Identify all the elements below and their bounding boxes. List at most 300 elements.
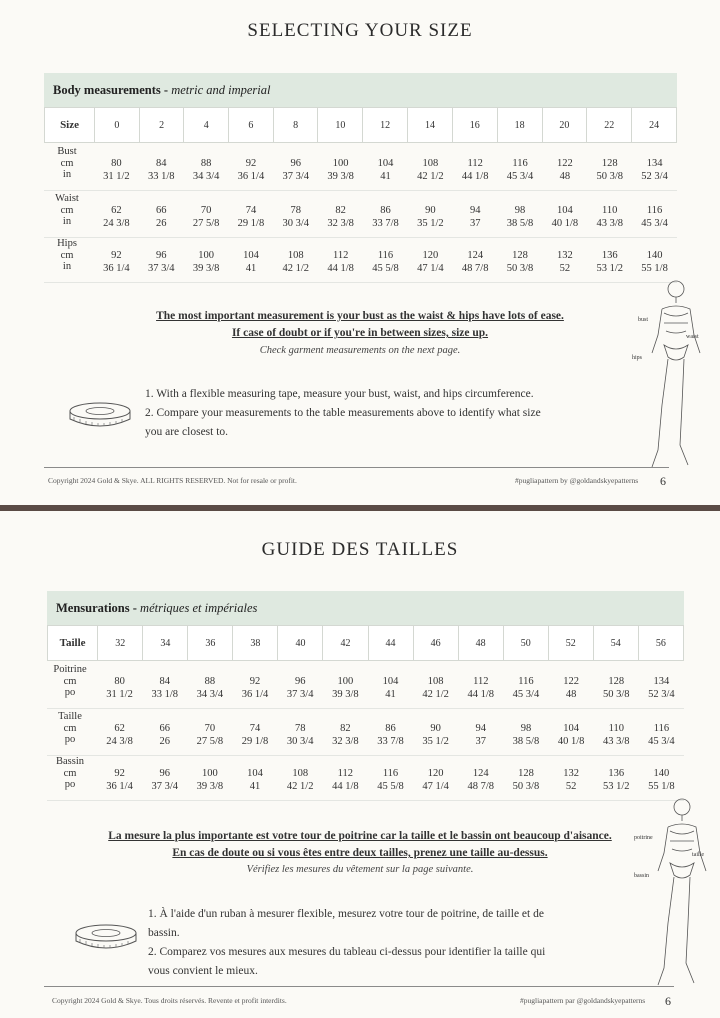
instructions [145,385,555,442]
cm-value: 104 [563,723,579,734]
row-label-cm-label: cm [63,722,77,734]
size-header-cell: 36 [188,626,233,661]
cm-value: 100 [198,250,214,261]
row-label-name: Bassin [55,756,84,767]
in-value: 42 1/2 [286,780,314,792]
measurement-cell [98,768,142,793]
fig-label-poitrine: poitrine [634,835,653,841]
size-header-cell: 14 [408,108,453,143]
step-2: 2. Compare your measurements to the table measurements above to identify what size you are closest to. [145,407,541,438]
in-value: 24 3/8 [106,735,133,747]
measurement-cell [229,205,273,230]
in-value: 33 7/8 [377,735,404,747]
in-value: 30 3/4 [282,217,310,229]
cm-value: 98 [514,205,526,216]
cm-value: 84 [159,676,170,687]
cm-value: 104 [247,768,263,779]
table-subtitle: metric and imperial [171,83,271,97]
page-french [0,511,720,1018]
cm-value: 90 [425,205,436,216]
cm-value: 88 [200,158,212,169]
measurement-cell [184,205,228,230]
size-label: Taille [48,626,98,661]
in-value: 37 3/4 [282,170,310,182]
cm-value: 132 [563,768,579,779]
measurement-cell [98,723,142,748]
cm-value: 86 [385,723,396,734]
row-label [45,711,95,746]
row-label-in-label: in [62,261,72,272]
measurement-cell [323,676,367,701]
table-title: Body measurements [53,83,161,97]
measurement-cell [453,250,497,275]
size-label: Size [45,108,95,143]
measurement-cell [278,723,322,748]
row-label [45,664,95,699]
in-value: 47 1/4 [417,262,444,274]
cm-value: 112 [337,768,354,779]
measurement-cell [369,768,413,793]
in-value: 31 1/2 [103,170,130,182]
in-value: 24 3/8 [103,217,130,229]
in-value: 42 1/2 [282,262,310,274]
measurement-cell [323,768,367,793]
cm-value: 128 [518,768,534,779]
measurement-cell [188,768,232,793]
row-divider [47,708,684,709]
cm-value: 74 [245,205,257,216]
size-header-cell: 0 [95,108,140,143]
measurement-table [47,591,684,806]
in-value: 50 3/8 [596,170,623,182]
measurement-cell [408,158,452,183]
cm-value: 108 [292,768,309,779]
fig-label-hips: hips [632,355,643,361]
in-value: 50 3/8 [602,688,630,700]
cm-value: 92 [249,676,261,687]
in-value: 44 1/8 [461,170,489,182]
in-value: 37 3/4 [151,780,178,792]
measurement-cell [588,205,632,230]
cm-value: 100 [332,158,349,169]
measurement-cell [543,205,587,230]
measurement-cell [278,676,322,701]
page-title: GUIDE DES TAILLES [261,539,459,560]
measurement-cell [453,158,497,183]
cm-value: 100 [202,768,218,779]
body-figure-illustration [622,275,712,470]
in-value: 44 1/8 [332,780,359,792]
in-value: 35 1/2 [422,735,449,747]
cm-value: 110 [608,723,624,734]
size-header-cell: 54 [593,626,638,661]
in-value: 55 1/8 [648,780,675,792]
cm-value: 62 [111,205,122,216]
in-value: 40 1/8 [557,735,585,747]
copyright: Copyright 2024 Gold & Skye. ALL RIGHTS RESERVED. Not for resale or profit. [48,476,297,485]
cm-value: 136 [608,768,625,779]
row-label-cm-label: cm [63,675,77,687]
cm-value: 122 [563,676,579,687]
cm-value: 62 [114,723,125,734]
in-value: 34 3/4 [192,170,220,182]
cm-value: 98 [520,723,532,734]
measurement-cell [594,723,638,748]
row-divider [44,190,677,191]
measurement-cell [229,158,273,183]
cm-value: 128 [512,250,528,261]
measurement-cell [498,250,542,275]
fig-label-taille: taille [692,852,704,858]
measurement-cell [504,676,548,701]
cm-value: 104 [243,250,259,261]
cm-value: 96 [290,158,302,169]
in-value: 42 1/2 [422,688,449,700]
copyright: Copyright 2024 Gold & Skye. Tous droits réservés. Revente et profit interdits. [52,996,287,1005]
size-header-row [47,625,684,661]
in-value: 52 3/4 [641,170,668,182]
measurement-cell [274,158,318,183]
measurement-cell [139,205,183,230]
size-header-cell: 46 [413,626,458,661]
measurement-cell [594,676,638,701]
measurement-cell [549,676,593,701]
size-header-cell: 10 [318,108,363,143]
measurement-cell [543,250,587,275]
in-value: 37 3/4 [286,688,314,700]
row-label-name: Waist [55,193,79,204]
cm-value: 104 [377,158,394,169]
cm-value: 110 [602,205,618,216]
cm-value: 140 [653,768,670,779]
cm-value: 80 [111,158,122,169]
measurement-cell [184,250,228,275]
measurement-cell [94,205,138,230]
size-header-cell: 2 [139,108,184,143]
measurement-cell [188,723,232,748]
table-header: Mensurations - métriques et impériales [47,591,684,625]
in-value: 33 1/8 [147,170,175,182]
measurement-cell [414,676,458,701]
measurement-cell [233,723,277,748]
cm-value: 92 [111,250,122,261]
in-value: 30 3/4 [286,735,314,747]
in-value: 50 3/8 [512,780,540,792]
measurement-cell [143,676,187,701]
measurement-cell [414,768,458,793]
page-number: 6 [665,994,671,1008]
size-header-cell: 16 [452,108,497,143]
footer-rule [44,467,669,468]
measurement-cell [94,158,138,183]
cm-value: 112 [473,676,489,687]
row-label-in-label: po [64,687,76,698]
row-label [42,193,92,228]
footer-rule [44,986,674,987]
measurement-cell [543,158,587,183]
cm-value: 124 [472,768,489,779]
measurement-cell [588,158,632,183]
cm-value: 90 [430,723,441,734]
in-value: 45 5/8 [372,262,399,274]
measurement-cell [323,723,367,748]
in-value: 27 5/8 [196,735,224,747]
cm-value: 78 [294,723,306,734]
measurement-cell [143,723,187,748]
in-value: 27 5/8 [192,217,220,229]
measurement-cell [139,250,183,275]
cm-value: 116 [382,768,399,779]
in-value: 44 1/8 [327,262,354,274]
measurement-cell [229,250,273,275]
table-title: Mensurations [56,601,130,615]
in-value: 32 3/8 [332,735,359,747]
cm-value: 94 [475,723,487,734]
row-label [42,146,92,181]
measurement-cell [98,676,142,701]
row-label [45,756,95,791]
garment-note: Vérifiez les mesures du vêtement sur la page suivante. [246,864,474,875]
measurement-cell [94,250,138,275]
cm-value: 134 [653,676,670,687]
cm-value: 116 [512,158,528,169]
in-value: 39 3/8 [327,170,354,182]
measurement-cell [498,158,542,183]
row-label-name: Poitrine [53,664,87,675]
in-value: 37 3/4 [147,262,175,274]
row-label-in-label: in [62,216,72,227]
cm-value: 70 [200,205,212,216]
in-value: 36 1/4 [237,170,265,182]
in-value: 41 [380,170,391,182]
in-value: 29 1/8 [241,735,269,747]
cm-value: 128 [601,158,618,169]
measurement-cell [143,768,187,793]
measurement-cell [549,768,593,793]
size-header-cell: 20 [542,108,587,143]
row-label-name: Taille [58,711,82,722]
measurement-cell [188,676,232,701]
footer-hashtag: #pugliapattern par @goldandskyepatterns [520,996,646,1005]
important-note-1: La mesure la plus importante est votre tour de poitrine car la taille et le bassin ont beaucoup d'aisance. [108,830,612,842]
row-label-cm-label: cm [63,767,77,779]
row-label-cm-label: cm [60,157,74,169]
in-value: 39 3/8 [192,262,220,274]
row-label-cm-label: cm [60,249,74,261]
row-label [42,238,92,273]
size-header-cell: 24 [632,108,677,143]
in-value: 37 [469,217,481,229]
size-header-cell: 12 [363,108,408,143]
row-label-name: Hips [57,238,77,249]
measurement-cell [633,158,677,183]
measurement-cell [459,768,503,793]
in-value: 52 [565,780,577,792]
cm-value: 92 [245,158,257,169]
row-label-in-label: in [62,169,72,180]
in-value: 26 [156,217,167,229]
cm-value: 128 [608,676,625,687]
cm-value: 66 [156,205,167,216]
cm-value: 92 [114,768,125,779]
cm-value: 80 [114,676,125,687]
important-note-2: If case of doubt or if you're in between sizes, size up. [231,327,489,339]
in-value: 39 3/8 [196,780,224,792]
row-label-cm-label: cm [60,204,74,216]
in-value: 33 7/8 [372,217,399,229]
measurement-cell [364,158,408,183]
size-header-cell: 18 [497,108,542,143]
table-subtitle: métriques et impériales [140,601,258,615]
measurement-cell [408,205,452,230]
measurement-cell [274,250,318,275]
measurement-cell [459,723,503,748]
cm-value: 96 [159,768,170,779]
cm-value: 104 [382,676,399,687]
cm-value: 108 [287,250,304,261]
in-value: 45 3/4 [512,688,540,700]
cm-value: 96 [294,676,306,687]
in-value: 36 1/4 [103,262,130,274]
cm-value: 108 [422,158,439,169]
cm-value: 116 [377,250,394,261]
step-2: 2. Comparez vos mesures aux mesures du tableau ci-dessus pour identifier la taille qui vous convient le mieux. [148,946,546,977]
measurement-cell [274,205,318,230]
measurement-cell [233,768,277,793]
measurement-cell [369,676,413,701]
page-number: 6 [660,474,666,488]
in-value: 41 [245,262,257,274]
measurement-table [44,73,677,288]
size-header-cell: 56 [638,626,683,661]
size-header-cell: 6 [229,108,274,143]
measurement-cell [184,158,228,183]
size-header-cell: 40 [278,626,323,661]
size-header-cell: 48 [458,626,503,661]
size-header-cell: 38 [233,626,278,661]
size-header-cell: 4 [184,108,229,143]
page-title: SELECTING YOUR SIZE [247,20,473,41]
measuring-tape-icon [66,399,134,431]
measurement-cell [498,205,542,230]
garment-note: Check garment measurements on the next page. [259,345,461,356]
measuring-tape-icon [72,921,140,953]
measurement-cell [414,723,458,748]
cm-value: 140 [646,250,663,261]
in-value: 47 1/4 [422,780,449,792]
cm-value: 134 [646,158,663,169]
cm-value: 104 [557,205,573,216]
measurement-cell [588,250,632,275]
page-english [0,0,720,505]
fig-label-bassin: bassin [634,873,649,879]
step-1: 1. With a flexible measuring tape, measure your bust, waist, and hips circumference. [145,388,534,400]
step-1: 1. À l'aide d'un ruban à mesurer flexible, mesurez votre tour de poitrine, de taille et de bassin. [148,908,544,939]
cm-value: 112 [332,250,349,261]
measurement-cell [319,158,363,183]
in-value: 43 3/8 [596,217,623,229]
cm-value: 100 [337,676,354,687]
size-header-cell: 50 [503,626,548,661]
cm-value: 116 [518,676,534,687]
in-value: 45 5/8 [377,780,404,792]
measurement-cell [549,723,593,748]
in-value: 38 5/8 [512,735,540,747]
in-value: 26 [159,735,170,747]
cm-value: 116 [653,723,670,734]
measurement-cell [639,676,683,701]
cm-value: 84 [156,158,167,169]
size-header-cell: 34 [143,626,188,661]
in-value: 36 1/4 [241,688,269,700]
important-note-2: En cas de doute ou si vous êtes entre deux tailles, prenez une taille au-dessus. [172,847,548,859]
in-value: 55 1/8 [641,262,668,274]
in-value: 33 1/8 [151,688,178,700]
in-value: 45 3/4 [641,217,668,229]
measurement-cell [459,676,503,701]
measurement-cell [139,158,183,183]
in-value: 45 3/4 [648,735,675,747]
row-divider [47,755,684,756]
in-value: 29 1/8 [237,217,265,229]
cm-value: 120 [427,768,444,779]
size-header-cell: 32 [98,626,143,661]
measurement-cell [369,723,413,748]
in-value: 40 1/8 [551,217,579,229]
measurement-cell [639,723,683,748]
in-value: 48 7/8 [467,780,495,792]
cm-value: 74 [249,723,261,734]
row-divider [44,237,677,238]
fig-label-bust: bust [638,317,649,323]
measurement-cell [319,250,363,275]
in-value: 52 3/4 [648,688,675,700]
in-value: 50 3/8 [506,262,534,274]
in-value: 35 1/2 [417,217,444,229]
cm-value: 82 [335,205,346,216]
in-value: 42 1/2 [417,170,444,182]
size-header-cell: 8 [273,108,318,143]
in-value: 53 1/2 [602,780,630,792]
in-value: 53 1/2 [596,262,623,274]
in-value: 41 [385,688,396,700]
body-figure-illustration [628,793,718,988]
cm-value: 116 [646,205,663,216]
cm-value: 136 [601,250,618,261]
measurement-cell [278,768,322,793]
measurement-cell [633,250,677,275]
in-value: 31 1/2 [106,688,133,700]
in-value: 43 3/8 [602,735,630,747]
in-value: 34 3/4 [196,688,224,700]
in-value: 52 [559,262,571,274]
cm-value: 66 [159,723,170,734]
in-value: 48 7/8 [461,262,489,274]
in-value: 48 [565,688,577,700]
cm-value: 94 [469,205,481,216]
size-header-cell: 44 [368,626,413,661]
cm-value: 120 [422,250,439,261]
row-label-in-label: po [64,779,76,790]
in-value: 48 [559,170,571,182]
cm-value: 78 [290,205,302,216]
measurement-cell [504,723,548,748]
in-value: 45 3/4 [506,170,534,182]
cm-value: 88 [204,676,216,687]
size-header-row [44,107,677,143]
footer-hashtag: #pugliapattern by @goldandskyepatterns [515,476,639,485]
in-value: 39 3/8 [332,688,359,700]
